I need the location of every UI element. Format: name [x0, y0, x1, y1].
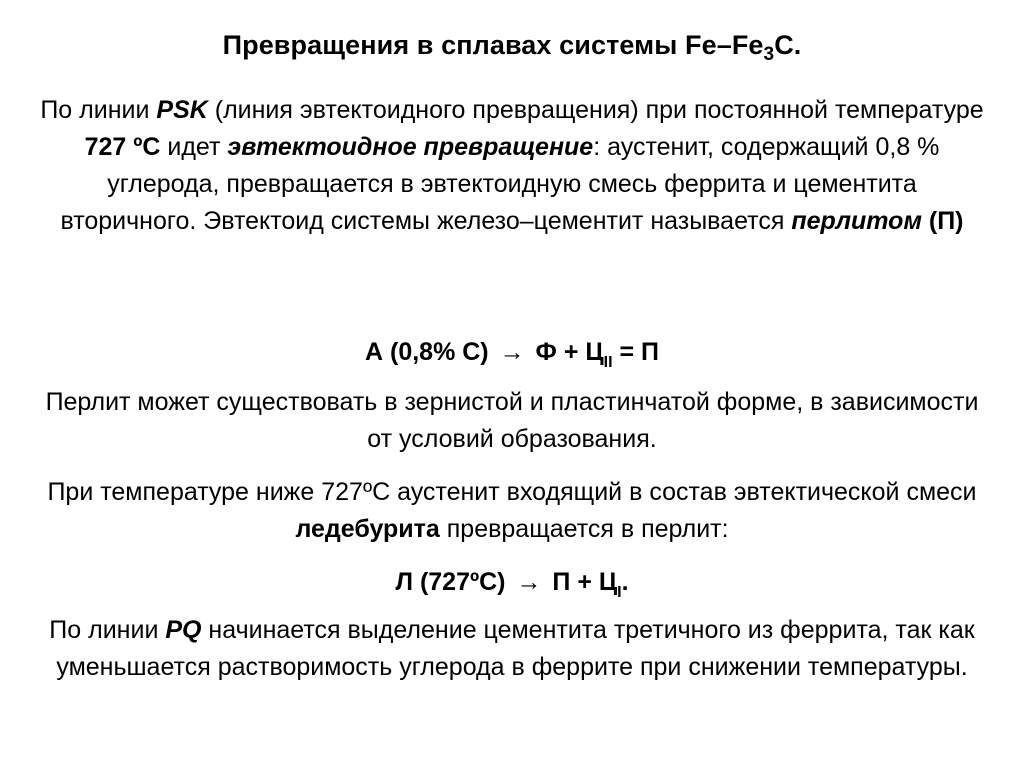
title-text: Превращения в сплавах системы Fe–Fe: [222, 30, 764, 60]
formula-eutectoid: [0, 334, 1024, 374]
formula2-right: П + Ц: [552, 568, 618, 596]
paragraph-ledeburite: [40, 474, 984, 548]
formula2-end: .: [621, 568, 629, 596]
p1-text-5: (П): [921, 207, 964, 235]
p4-text-2: начинается выделение цементита третичного из феррита, так как уменьшается растворимость углерода в феррите при снижении температуры.: [56, 616, 975, 681]
title-subscript: 3: [763, 44, 775, 65]
paragraph-psk-line: [40, 92, 984, 240]
slide-title: [0, 30, 1024, 65]
formula-ledeburite: [0, 564, 1024, 604]
temperature-value: 727 ºС: [84, 133, 161, 161]
p3-text-1: При температуре ниже 727ºС аустенит входящий в состав эвтектической смеси: [47, 478, 977, 506]
p1-text-1: По линии: [40, 96, 157, 124]
pq-term: PQ: [165, 616, 202, 644]
ledeburite-term: ледебурита: [295, 515, 440, 543]
pearlite-term: перлитом: [791, 207, 922, 235]
eutectoid-term: эвтектоидное превращение: [227, 133, 594, 161]
p1-text-2: (линия эвтектоидного превращения) при постоянной температуре: [207, 96, 984, 124]
formula1-right: Ф + Ц: [535, 338, 604, 366]
formula2-left: Л (727ºС): [395, 568, 506, 596]
psk-term: PSK: [156, 96, 208, 124]
paragraph-pq-line: [40, 612, 984, 686]
p1-text-4: : аустенит, содержащий 0,8 % углерода, превращается в эвтектоидную смесь феррита и цементита вторичного. Эвтектоид системы железо–цементит называется: [60, 133, 940, 235]
title-end: C.: [774, 30, 802, 60]
p3-text-2: превращается в перлит:: [439, 515, 729, 543]
arrow-right-icon: →: [499, 338, 525, 366]
p4-text-1: По линии: [49, 616, 166, 644]
formula2-subscript: I: [617, 584, 622, 601]
formula1-left: А (0,8% С): [365, 338, 489, 366]
p1-text-3: идет: [160, 133, 228, 161]
paragraph-pearlite-forms: [40, 384, 984, 458]
formula1-end: = П: [612, 338, 659, 366]
p2-text: Перлит может существовать в зернистой и пластинчатой форме, в зависимости от условий образования.: [45, 388, 979, 453]
formula1-subscript: II: [603, 354, 613, 371]
arrow-right-icon: →: [516, 568, 542, 596]
